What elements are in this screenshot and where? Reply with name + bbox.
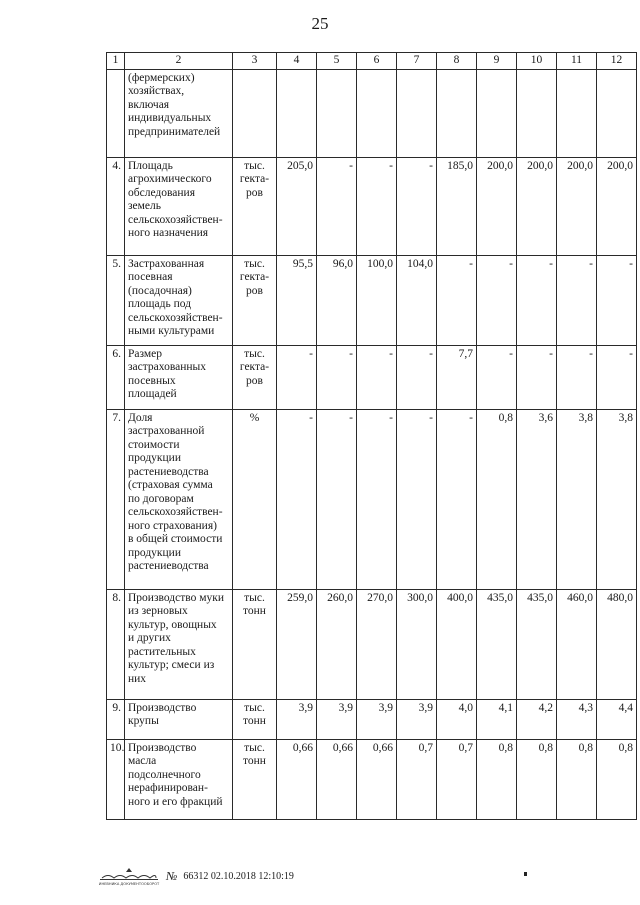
value-cell: 104,0 [397,255,437,345]
value-cell: - [557,255,597,345]
value-cell: 0,7 [437,739,477,819]
value-cell: 200,0 [477,157,517,255]
unit-of-measure: тыс. гекта- ров [233,345,277,409]
value-cell: - [437,255,477,345]
document-footer [98,866,294,886]
value-cell: - [357,157,397,255]
value-cell: 435,0 [477,589,517,699]
table-row [107,739,637,819]
stray-mark [524,872,527,876]
value-cell: 0,8 [597,739,637,819]
value-cell: 3,9 [357,699,397,739]
number-sign: № [166,868,178,883]
value-cell: 7,7 [437,345,477,409]
value-cell: 4,4 [597,699,637,739]
value-cell [597,69,637,157]
value-cell: - [397,345,437,409]
value-cell: - [557,345,597,409]
value-cell: - [517,255,557,345]
unit-of-measure: % [233,409,277,589]
column-header: 7 [397,53,437,70]
value-cell [317,69,357,157]
value-cell [357,69,397,157]
value-cell: 460,0 [557,589,597,699]
value-cell: - [437,409,477,589]
indicator-name: Площадь агрохимического обследования земель сельскохозяйствен- ного назначения [125,157,233,255]
value-cell: 3,9 [317,699,357,739]
value-cell: 3,6 [517,409,557,589]
indicator-name: Застрахованная посевная (посадочная) площадь под сельскохозяйствен- ными культурами [125,255,233,345]
value-cell: - [397,409,437,589]
value-cell: 0,8 [557,739,597,819]
row-number [107,69,125,157]
value-cell: 205,0 [277,157,317,255]
column-header: 4 [277,53,317,70]
value-cell: 0,8 [477,409,517,589]
value-cell: - [317,345,357,409]
column-header: 3 [233,53,277,70]
logo-text: ИНЕВНИКА ДОКУМЕНТООБОРОТ [98,882,160,886]
value-cell: - [357,409,397,589]
value-cell: 100,0 [357,255,397,345]
row-number: 8. [107,589,125,699]
indicator-name: Производство крупы [125,699,233,739]
value-cell: 200,0 [517,157,557,255]
value-cell: 96,0 [317,255,357,345]
value-cell: 0,66 [277,739,317,819]
registry-logo [98,866,160,886]
value-cell: - [477,345,517,409]
value-cell: 435,0 [517,589,557,699]
value-cell: 4,1 [477,699,517,739]
value-cell: - [317,409,357,589]
value-cell: 400,0 [437,589,477,699]
indicator-name: Производство муки из зерновых культур, овощных и других растительных культур; смеси из них [125,589,233,699]
column-header: 6 [357,53,397,70]
value-cell: 0,7 [397,739,437,819]
value-cell: - [277,345,317,409]
value-cell: - [597,255,637,345]
value-cell: 3,8 [557,409,597,589]
value-cell: 4,2 [517,699,557,739]
value-cell: 259,0 [277,589,317,699]
table-row [107,69,637,157]
value-cell: 3,9 [277,699,317,739]
unit-of-measure: тыс. тонн [233,739,277,819]
value-cell: - [277,409,317,589]
row-number: 10. [107,739,125,819]
value-cell [477,69,517,157]
value-cell [437,69,477,157]
column-header: 12 [597,53,637,70]
table-row [107,157,637,255]
value-cell: 4,0 [437,699,477,739]
value-cell [397,69,437,157]
page-number: 25 [311,14,329,33]
value-cell: 480,0 [597,589,637,699]
value-cell: - [357,345,397,409]
unit-of-measure: тыс. тонн [233,699,277,739]
value-cell: 200,0 [597,157,637,255]
value-cell: 200,0 [557,157,597,255]
unit-of-measure: тыс. гекта- ров [233,157,277,255]
table-row [107,345,637,409]
column-header: 11 [557,53,597,70]
table-row [107,409,637,589]
indicator-name: Размер застрахованных посевных площадей [125,345,233,409]
value-cell: 0,8 [517,739,557,819]
value-cell: 270,0 [357,589,397,699]
row-number: 5. [107,255,125,345]
row-number: 6. [107,345,125,409]
unit-of-measure [233,69,277,157]
indicator-name: Производство масла подсолнечного нерафинирован- ного и его фракций [125,739,233,819]
indicator-name: Доля застрахованной стоимости продукции растениеводства (страховая сумма по договорам сельскохозяйствен- ного страхования) в общей стоимости продукции растениеводства [125,409,233,589]
value-cell [557,69,597,157]
column-header: 9 [477,53,517,70]
row-number: 7. [107,409,125,589]
unit-of-measure: тыс. гекта- ров [233,255,277,345]
indicator-name: (фермерских) хозяйствах, включая индивидуальных предпринимателей [125,69,233,157]
value-cell: - [397,157,437,255]
value-cell: 3,9 [397,699,437,739]
value-cell: 260,0 [317,589,357,699]
table-row [107,699,637,739]
indicators-table [106,52,637,820]
column-header: 8 [437,53,477,70]
column-header: 1 [107,53,125,70]
value-cell [517,69,557,157]
table-row [107,255,637,345]
value-cell: 185,0 [437,157,477,255]
value-cell: - [317,157,357,255]
document-id-timestamp: 66312 02.10.2018 12:10:19 [183,870,294,882]
unit-of-measure: тыс. тонн [233,589,277,699]
value-cell: 95,5 [277,255,317,345]
value-cell: 300,0 [397,589,437,699]
value-cell: 0,66 [317,739,357,819]
value-cell: 0,66 [357,739,397,819]
column-header: 10 [517,53,557,70]
column-header: 2 [125,53,233,70]
row-number: 4. [107,157,125,255]
value-cell: 4,3 [557,699,597,739]
value-cell: - [517,345,557,409]
value-cell: 3,8 [597,409,637,589]
value-cell: 0,8 [477,739,517,819]
table-header-row [107,53,637,70]
value-cell [277,69,317,157]
row-number: 9. [107,699,125,739]
table-row [107,589,637,699]
value-cell: - [477,255,517,345]
column-header: 5 [317,53,357,70]
value-cell: - [597,345,637,409]
